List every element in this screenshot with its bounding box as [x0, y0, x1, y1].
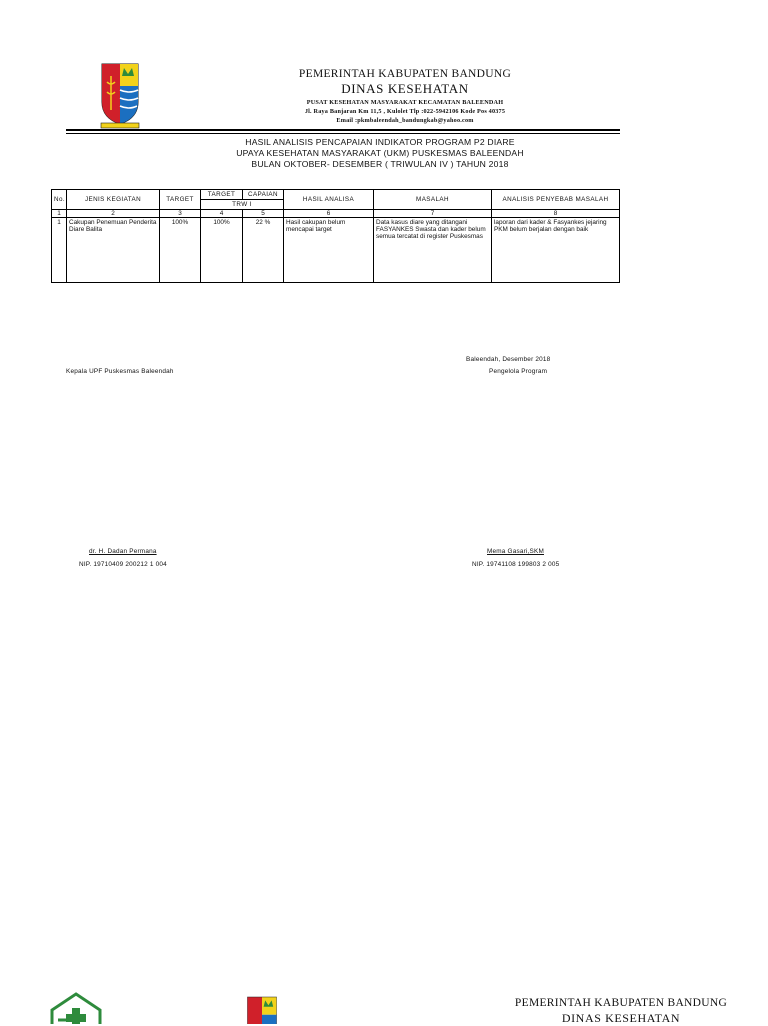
report-title — [170, 137, 590, 170]
place-date: Baleendah, Desember 2018 — [466, 356, 551, 363]
kabupaten-bandung-logo — [98, 60, 142, 130]
table-row — [52, 218, 620, 283]
col-number: 4 — [201, 210, 243, 218]
col-header-trw: TRW I — [201, 200, 284, 210]
kabupaten-bandung-logo-footer — [244, 994, 280, 1024]
table-header-row — [52, 190, 620, 200]
col-header-hasil: HASIL ANALISA — [284, 190, 374, 210]
left-signatory-name: dr. H. Dadan Permana — [89, 548, 157, 555]
address-line: Jl. Raya Banjaran Km 11,5 , Kulolet Tlp :022-5942106 Kode Pos 40375 — [304, 108, 506, 115]
health-cross-icon — [48, 992, 104, 1024]
col-header-no: No. — [52, 190, 67, 210]
header-divider-thin — [66, 133, 620, 134]
col-number: 7 — [374, 210, 492, 218]
analysis-table — [51, 189, 620, 283]
cell-jenis: Cakupan Penemuan Penderita Diare Balita — [67, 218, 160, 283]
government-header — [200, 68, 610, 124]
gov-line2: DINAS KESEHATAN — [341, 81, 469, 96]
left-signatory-role: Kepala UPF Puskesmas Baleendah — [66, 368, 174, 375]
col-number: 6 — [284, 210, 374, 218]
col-number: 8 — [492, 210, 620, 218]
shield-emblem-icon — [98, 60, 142, 130]
right-signatory-role: Pengelola Program — [489, 368, 548, 375]
header-divider-thick — [66, 129, 620, 131]
shield-emblem-icon — [244, 994, 280, 1024]
cell-no: 1 — [52, 218, 67, 283]
cell-target-trw: 100% — [201, 218, 243, 283]
col-header-capaian: CAPAIAN — [243, 190, 284, 200]
right-signatory-name: Mema Gasari,SKM — [487, 548, 544, 555]
col-header-analisis: ANALISIS PENYEBAB MASALAH — [492, 190, 620, 210]
email-line: Email :pkmbaleendah_bandungkab@yahoo.com — [336, 117, 474, 124]
col-number: 3 — [160, 210, 201, 218]
title-line3: BULAN OKTOBER- DESEMBER ( TRIWULAN IV ) TAHUN 2018 — [251, 159, 509, 169]
cell-target: 100% — [160, 218, 201, 283]
title-line2: UPAYA KESEHATAN MASYARAKAT (UKM) PUSKESMAS BALEENDAH — [236, 148, 524, 158]
puskesmas-line: PUSAT KESEHATAN MASYARAKAT KECAMATAN BALEENDAH — [306, 99, 504, 106]
right-signatory-nip: NIP. 19741108 199803 2 005 — [472, 561, 560, 568]
footer-gov-line2: DINAS KESEHATAN — [561, 1011, 681, 1025]
footer-gov-line1: PEMERINTAH KABUPATEN BANDUNG — [514, 997, 728, 1009]
table-number-row — [52, 210, 620, 218]
col-header-masalah: MASALAH — [374, 190, 492, 210]
cell-hasil: Hasil cakupan belum mencapai target — [284, 218, 374, 283]
col-number: 1 — [52, 210, 67, 218]
cell-analisis: laporan dari kader & Fasyankes jejaring PKM belum berjalan dengan baik — [492, 218, 620, 283]
col-number: 2 — [67, 210, 160, 218]
cell-masalah: Data kasus diare yang ditangani FASYANKES Swasta dan kader belum semua tercatat di register Puskesmas — [374, 218, 492, 283]
kemenkes-logo — [48, 992, 104, 1024]
footer-government-header — [506, 997, 736, 1026]
gov-line1: PEMERINTAH KABUPATEN BANDUNG — [298, 68, 512, 80]
col-header-target: TARGET — [160, 190, 201, 210]
cell-capaian: 22 % — [243, 218, 284, 283]
title-line1: HASIL ANALISIS PENCAPAIAN INDIKATOR PROGRAM P2 DIARE — [245, 137, 515, 147]
col-number: 5 — [243, 210, 284, 218]
col-header-jenis: JENIS KEGIATAN — [67, 190, 160, 210]
left-signatory-nip: NIP. 19710409 200212 1 004 — [79, 561, 167, 568]
col-header-target-trw: TARGET — [201, 190, 243, 200]
